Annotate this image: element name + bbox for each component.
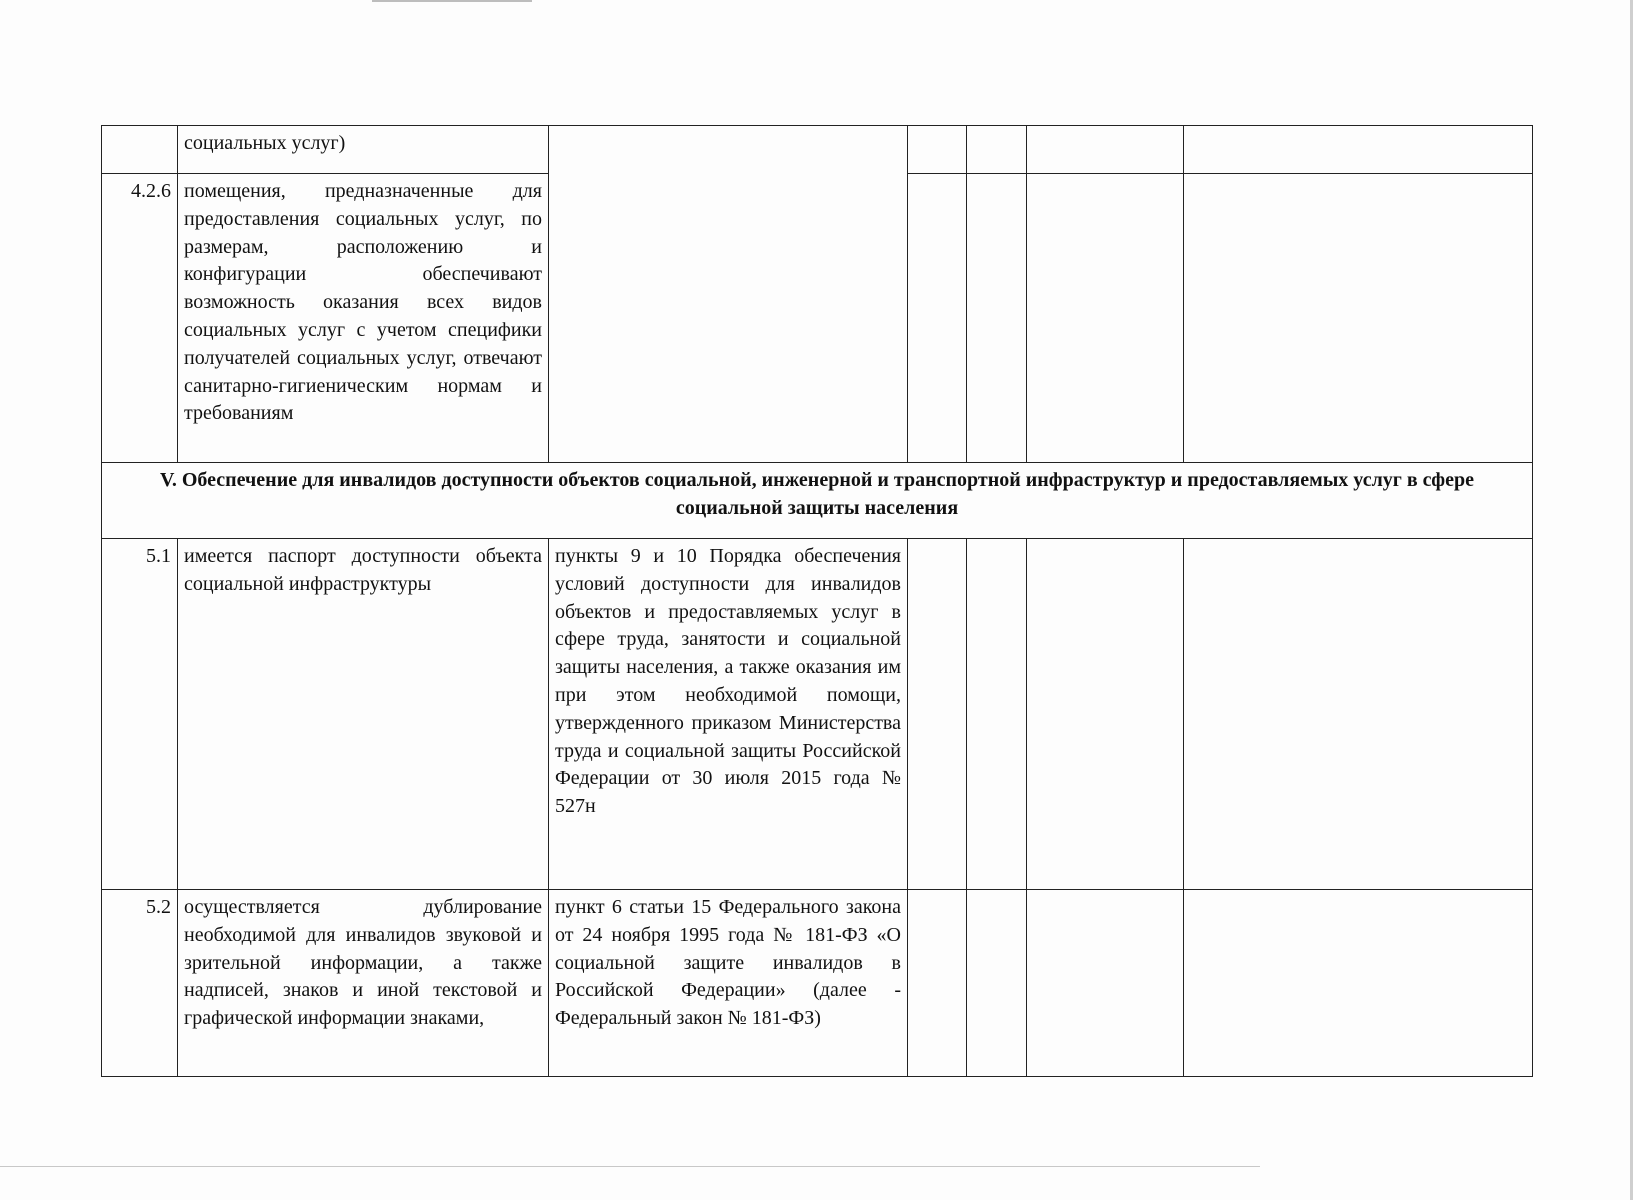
cell-yes	[908, 174, 967, 463]
cell-yes	[908, 126, 967, 174]
cell-notes	[1184, 539, 1533, 890]
cell-basis: пункт 6 статьи 15 Федерального закона от 24 ноября 1995 года № 181-ФЗ «О социальной защите инвалидов в Российской Федерации» (далее - Федеральный закон № 181-ФЗ)	[549, 890, 908, 1077]
cell-no	[967, 890, 1027, 1077]
cell-basis	[549, 126, 908, 463]
cell-yes	[908, 890, 967, 1077]
cell-na	[1027, 890, 1184, 1077]
section-heading-row	[102, 463, 1533, 539]
cell-num	[102, 126, 178, 174]
cell-notes	[1184, 174, 1533, 463]
cell-requirement: имеется паспорт доступности объекта социальной инфраструктуры	[178, 539, 549, 890]
cell-num: 5.2	[102, 890, 178, 1077]
cell-na	[1027, 539, 1184, 890]
cell-num: 5.1	[102, 539, 178, 890]
cell-na	[1027, 174, 1184, 463]
section-v-title: V. Обеспечение для инвалидов доступности объектов социальной, инженерной и транспортной инфраструктур и предоставляемых услуг в сфере социальной защиты населения	[102, 463, 1533, 539]
scan-artifact-top	[372, 0, 532, 2]
cell-requirement: социальных услуг)	[178, 126, 549, 174]
cell-notes	[1184, 890, 1533, 1077]
table-row-5-2	[102, 890, 1533, 1077]
scan-artifact-bottom	[0, 1166, 1260, 1167]
cell-no	[967, 126, 1027, 174]
table-row-5-1	[102, 539, 1533, 890]
table-row-continuation	[102, 126, 1533, 174]
checklist-table	[101, 125, 1533, 1077]
cell-na	[1027, 126, 1184, 174]
cell-num: 4.2.6	[102, 174, 178, 463]
cell-notes	[1184, 126, 1533, 174]
cell-basis: пункты 9 и 10 Порядка обеспечения условий доступности для инвалидов объектов и предоставляемых услуг в сфере труда, занятости и социальной защиты населения, а также оказания им при этом необходимой помощи, утвержденного приказом Министерства труда и социальной защиты Российской Федерации от 30 июля 2015 года № 527н	[549, 539, 908, 890]
cell-no	[967, 539, 1027, 890]
cell-requirement: осуществляется дублирование необходимой для инвалидов звуковой и зрительной информации, а также надписей, знаков и иной текстовой и графической информации знаками,	[178, 890, 549, 1077]
cell-yes	[908, 539, 967, 890]
cell-no	[967, 174, 1027, 463]
cell-requirement: помещения, предназначенные для предоставления социальных услуг, по размерам, расположению и конфигурации обеспечивают возможность оказания всех видов социальных услуг с учетом специфики получателей социальных услуг, отвечают санитарно-гигиеническим нормам и требованиям	[178, 174, 549, 463]
